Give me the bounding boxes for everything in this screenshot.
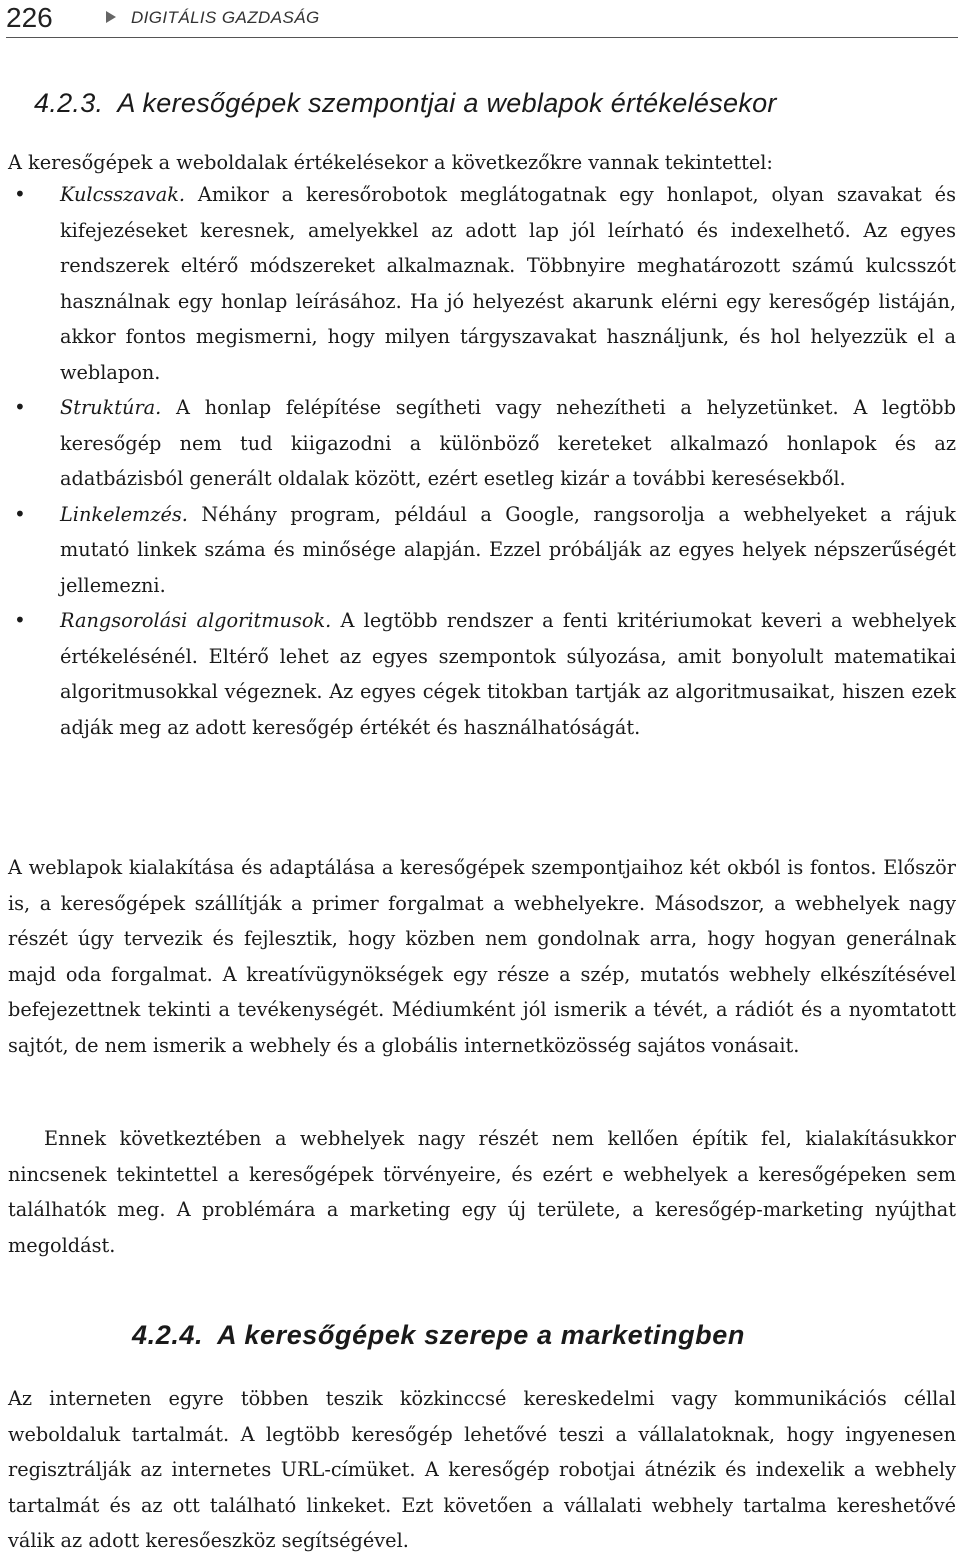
bullet-icon: • xyxy=(14,395,26,419)
triangle-arrow-icon xyxy=(106,11,116,23)
intro-paragraph: A keresőgépek a weboldalak értékelésekor a következőkre vannak tekintettel: xyxy=(8,151,773,174)
item-text: Néhány program, például a Google, rangsorolja a webhelyeket a rájuk mutató linkek száma és minősége alapján. Ezzel próbálják az egyes helyek népszerűségét jellemezni. xyxy=(60,502,956,597)
bullet-icon: • xyxy=(14,182,26,206)
section-number: 4.2.3. xyxy=(34,88,104,118)
bullet-icon: • xyxy=(14,608,26,632)
body-paragraph: A weblapok kialakítása és adaptálása a keresőgépek szempontjaihoz két okból is fontos. Először is, a keresőgépek szállítják a primer forgalmat a webhelyekre. Másodszor, a webhelyek nagy részét úgy tervezik és fejlesztik, hogy közben nem gondolnak arra, hogy hogyan generálnak majd oda forgalmat. A kreatívügynökségek egy része a szép, mutatós webhely elkészítésével befejezettnek tekinti a tevékenységét. Médiumként jól ismerik a tévét, a rádiót és a nyomtatott sajtót, de nem ismerik a webhely és a globális internetközösség sajátos vonásait. xyxy=(8,856,956,1057)
list-item xyxy=(8,177,956,390)
body-paragraph: Ennek következtében a webhelyek nagy részét nem kellően építik fel, kialakításukkor nincsenek tekintettel a keresőgépek törvényeire, és ezért e webhelyek a keresőgépeken sem találhatók meg. A problémára a marketing egy új területe, a keresőgép-marketing nyújthat megoldást. xyxy=(8,1127,956,1257)
section-title: A keresőgépek szempontjai a weblapok értékelésekor xyxy=(117,88,777,118)
criteria-list xyxy=(8,177,956,745)
section-title: A keresőgépek szerepe a marketingben xyxy=(217,1320,745,1350)
page-number: 226 xyxy=(6,2,53,33)
item-text: A legtöbb rendszer a fenti kritériumokat keveri a webhelyek értékelésénél. Eltérő lehet az egyes szempontok súlyozása, amit bonyolult matematikai algoritmusokkal végeznek. Az egyes cégek titokban tartják az algoritmusaikat, hiszen ezek adják meg az adott keresőgép értékét és használhatóságát. xyxy=(60,609,956,739)
list-item xyxy=(8,497,956,604)
item-text: Amikor a keresőrobotok meglátogatnak egy honlapot, olyan szavakat és kifejezéseket keresnek, amelyekkel az adott lap jól leírható és indexelhető. Az egyes rendszerek eltérő módszereket alkalmaznak. Többnyire meghatározott számú kulcsszót használnak egy honlap leírásához. Ha jó helyezést akarunk elérni egy keresőgép listáján, akkor fontos megismerni, hogy milyen tárgyszavakat használjunk, és hol helyezzük el a weblapon. xyxy=(60,183,956,384)
item-term: Kulcsszavak. xyxy=(60,183,186,206)
item-text: A honlap felépítése segítheti vagy nehezítheti a helyzetünket. A legtöbb keresőgép nem tud kiigazodni a különböző kereteket alkalmazó honlapok és az adatbázisból generált oldalak között, ezért esetleg kizár a további keresésekből. xyxy=(60,396,956,490)
list-item xyxy=(8,390,956,497)
header-rule xyxy=(6,37,958,38)
item-term: Rangsorolási algoritmusok. xyxy=(60,609,332,632)
body-paragraph: Az interneten egyre többen teszik közkinccsé kereskedelmi vagy kommunikációs céllal weboldaluk tartalmát. A legtöbb keresőgép lehetővé teszi a vállalatoknak, hogy ingyenesen regisztrálják az internetes URL-címüket. A keresőgép robotjai átnézik és indexelik a webhely tartalmát és az ott található linkeket. Ezt követően a vállalati webhely tartalma kereshetővé válik az adott keresőeszköz segítségével. xyxy=(8,1387,956,1552)
page-header xyxy=(6,0,958,40)
section-heading xyxy=(34,86,791,120)
list-item xyxy=(8,603,956,745)
item-term: Linkelemzés. xyxy=(60,502,188,526)
running-title: DIGITÁLIS GAZDASÁG xyxy=(131,8,320,27)
item-term: Struktúra. xyxy=(60,396,162,419)
bullet-icon: • xyxy=(14,501,26,526)
section-heading xyxy=(132,1318,759,1352)
section-number: 4.2.4. xyxy=(132,1320,204,1350)
